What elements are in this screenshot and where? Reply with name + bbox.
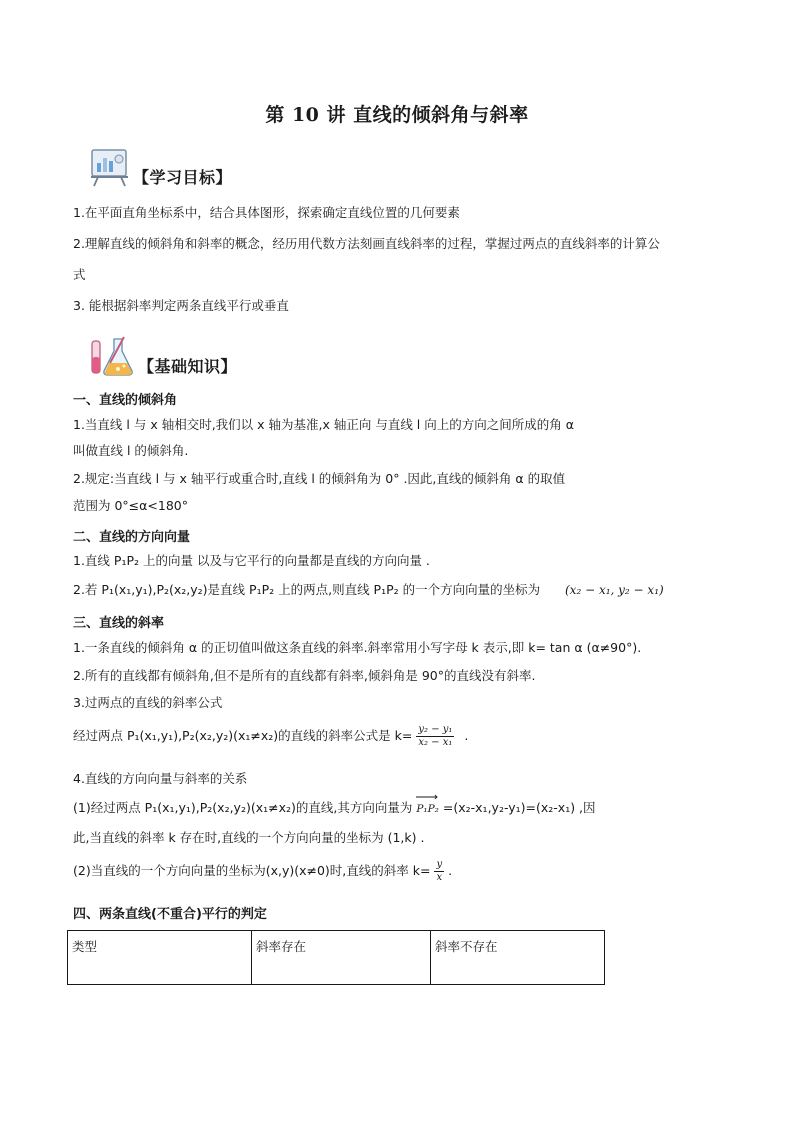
- section-heading-basics: 【基础知识】: [138, 357, 238, 376]
- part1-line2: 叫做直线 l 的倾斜角.: [73, 443, 189, 458]
- slope-formula-denominator: x₂ − x₁: [418, 737, 453, 748]
- direction-vector-suffix: =(x₂-x₁,y₂-y₁)=(x₂-x₁) ,因: [442, 800, 596, 815]
- objective-item-2: 2.理解直线的倾斜角和斜率的概念，经历用代数方法刻画直线斜率的过程，掌握过两点的直线斜率的计算公: [73, 236, 660, 251]
- objective-item-2-cont: 式: [73, 267, 86, 282]
- slope-from-vector-fraction: [434, 859, 444, 884]
- slope-from-vector-line: [73, 859, 452, 884]
- table-cell-slope-not-exists: 斜率不存在: [431, 931, 605, 985]
- part2-heading: 二、直线的方向向量: [73, 530, 191, 545]
- slope-from-vector-denominator: x: [436, 872, 443, 883]
- slope-formula-line: [73, 724, 468, 749]
- slope-formula-fraction: [416, 724, 454, 749]
- part3-line7: 此,当直线的斜率 k 存在时,直线的一个方向向量的坐标为 (1,k) .: [73, 830, 425, 845]
- lab-flask-icon: [88, 333, 138, 379]
- part2-line1: 1.直线 P₁P₂ 上的向量 以及与它平行的向量都是直线的方向向量 .: [73, 553, 430, 568]
- slope-formula-numerator: y₂ − y₁: [418, 724, 453, 735]
- part4-heading: 四、两条直线(不重合)平行的判定: [73, 907, 267, 922]
- part3-line1: 1.一条直线的倾斜角 α 的正切值叫做这条直线的斜率.斜率常用小写字母 k 表示,即 k= tan α (α≠90°).: [73, 640, 642, 655]
- objective-item-1: 1.在平面直角坐标系中，结合具体图形，探索确定直线位置的几何要素: [73, 205, 460, 220]
- direction-vector-line: [73, 799, 596, 818]
- slope-from-vector-numerator: y: [436, 859, 443, 870]
- slope-from-vector-prefix: (2)当直线的一个方向向量的坐标为(x,y)(x≠0)时,直线的斜率 k=: [73, 863, 431, 878]
- direction-vector-prefix: (1)经过两点 P₁(x₁,y₁),P₂(x₂,y₂)(x₁≠x₂)的直线,其方向向量为: [73, 800, 413, 815]
- part1-heading: 一、直线的倾斜角: [73, 393, 178, 408]
- page-title: 第 10 讲 直线的倾斜角与斜率: [265, 104, 529, 126]
- vector-arrow-icon: [416, 794, 439, 800]
- table-cell-type: 类型: [68, 931, 252, 985]
- part3-line3: 3.过两点的直线的斜率公式: [73, 695, 223, 710]
- part1-line4: 范围为 0°≤α<180°: [73, 498, 188, 513]
- parallel-judgement-table: [67, 930, 605, 985]
- slope-from-vector-suffix: .: [448, 863, 453, 878]
- vector-p1p2-label: P₁P₂: [416, 803, 439, 815]
- part3-line5: 4.直线的方向向量与斜率的关系: [73, 771, 248, 786]
- slope-formula-suffix: .: [464, 728, 469, 743]
- vector-p1p2: [416, 800, 439, 818]
- part3-line2: 2.所有的直线都有倾斜角,但不是所有的直线都有斜率,倾斜角是 90°的直线没有斜率.: [73, 668, 536, 683]
- part1-line1: 1.当直线 l 与 x 轴相交时,我们以 x 轴为基准,x 轴正向 与直线 l 向上的方向之间所成的角 α: [73, 417, 574, 432]
- slope-formula-prefix: 经过两点 P₁(x₁,y₁),P₂(x₂,y₂)(x₁≠x₂)的直线的斜率公式是 k=: [73, 728, 413, 743]
- part2-line2: 2.若 P₁(x₁,y₁),P₂(x₂,y₂)是直线 P₁P₂ 上的两点,则直线 P₁P₂ 的一个方向向量的坐标为: [73, 582, 541, 597]
- table-cell-slope-exists: 斜率存在: [252, 931, 431, 985]
- objective-item-3: 3. 能根据斜率判定两条直线平行或垂直: [73, 298, 289, 313]
- table-row: [68, 931, 605, 985]
- section-heading-objectives: 【学习目标】: [133, 168, 233, 187]
- part2-vector: (x₂ − x₁, y₂ − x₁): [565, 583, 664, 597]
- presentation-board-icon: [88, 148, 132, 188]
- part3-heading: 三、直线的斜率: [73, 616, 165, 631]
- part1-line3: 2.规定:当直线 l 与 x 轴平行或重合时,直线 l 的倾斜角为 0° .因此,直线的倾斜角 α 的取值: [73, 471, 566, 486]
